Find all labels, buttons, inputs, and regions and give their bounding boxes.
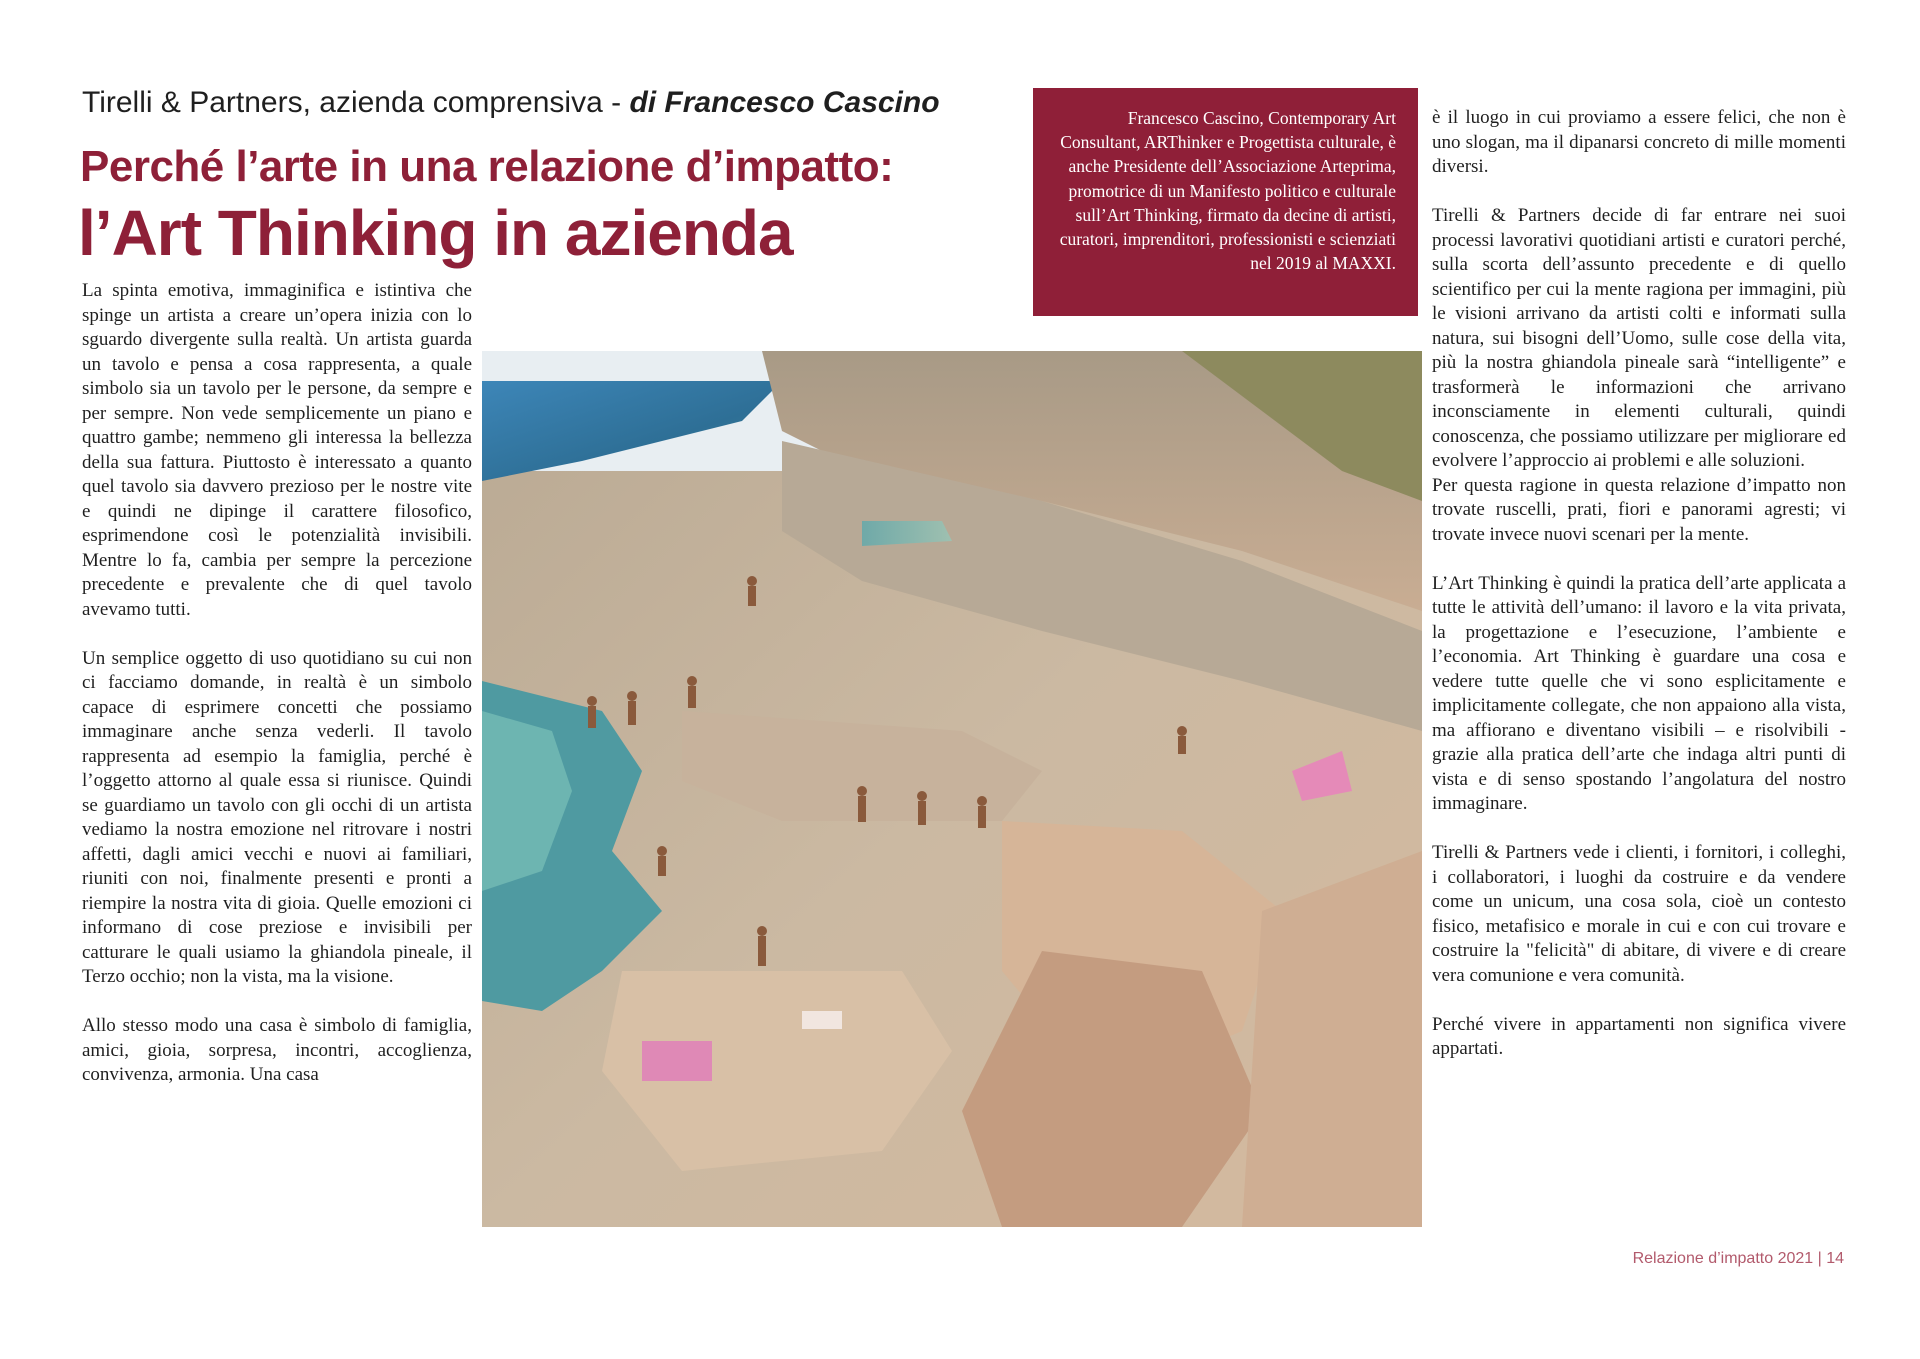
left-paragraph-2: Un semplice oggetto di uso quotidiano su cui non ci facciamo domande, in realtà è un simbolo capace di esprimere concetti che possiamo immaginare anche senza vederli. Il tavolo rappresenta ad esempio la famiglia, perché è l’oggetto attorno al quale essa si riunisce. Quindi se guardiamo un tavolo con gli occhi di un artista vediamo la nostra emozione nel ritrovare i nostri affetti, dagli amici vecchi e nuovi ai familiari, riuniti con noi, finalmente presenti e pronti a riempire la nostra vita di gioia. Quelle emozioni ci informano di cose preziose e invisibili per catturare le quali usiamo la ghiandola pineale, il Terzo occhio; non la vista, ma la visione. — [82, 647, 472, 987]
right-paragraph-6: Perché vivere in appartamenti non significa vivere appartati. — [1432, 1013, 1846, 1059]
author-bio-box — [1033, 88, 1418, 316]
article-title-line1: Perché l’arte in una relazione d’impatto: — [80, 142, 894, 191]
right-paragraph-3: Per questa ragione in questa relazione d’impatto non trovate ruscelli, prati, fiori e panorami agresti; vi trovate invece nuovi scenari per la mente. — [1432, 474, 1846, 545]
left-text-column — [82, 279, 472, 1088]
left-paragraph-3: Allo stesso modo una casa è simbolo di famiglia, amici, gioia, sorpresa, incontri, accoglienza, convivenza, armonia. Una casa — [82, 1015, 472, 1085]
right-paragraph-1: è il luogo in cui proviamo a essere felici, che non è uno slogan, ma il dipanarsi concreto di mille momenti diversi. — [1432, 107, 1846, 177]
right-paragraph-4: L’Art Thinking è quindi la pratica dell’arte applicata a tutte le attività dell’umano: il lavoro e la vita privata, la progettazione e l’esecuzione, l’ambiente e l’economia. Art Thinking è guardare una cosa e vedere tutte quelle che vi sono esplicitamente e implicitamente collegate, che non appaiono alla vista, ma affiorano e diventano visibili – e risolvibili - grazie alla pratica dell’arte che indaga altri punti di vista e di senso spostando l’angolatura del nostro immaginare. — [1432, 572, 1846, 814]
left-paragraph-1: La spinta emotiva, immaginifica e istintiva che spinge un artista a creare un’opera inizia con lo sguardo divergente sulla realtà. Un artista guarda un tavolo e pensa a cosa rappresenta, a quale simbolo sia un tavolo per le persone, da sempre e per sempre. Non vede semplicemente un piano e quattro gambe; nemmeno gli interessa la bellezza della sua fattura. Piuttosto è interessato a quanto quel tavolo sia davvero prezioso per le nostre vite e quindi ne dipinge il carattere filosofico, esprimendone così le potenzialità invisibili. Mentre lo fa, cambia per sempre la percezione precedente e prevalente che di quel tavolo avevamo tutti. — [82, 280, 472, 620]
right-paragraph-5: Tirelli & Partners vede i clienti, i fornitori, i colleghi, i collaboratori, i luoghi da costruire e da vendere come un unicum, una cosa sola, cioè un contesto fisico, metafisico e morale in cui e con cui trovare e costruire la "felicità" di abitare, di vivere e di creare vera comunione e vera comunità. — [1432, 842, 1846, 986]
rocky-coast-photo — [482, 351, 1422, 1227]
author-bio-text: Francesco Cascino, Contemporary Art Consultant, ARThinker e Progettista culturale, è anche Presidente dell’Associazione Arteprima, promotrice di un Manifesto politico e culturale sull’Art Thinking, firmato da decine di artisti, curatori, imprenditori, professionisti e scienziati nel 2019 al MAXXI. — [1059, 108, 1396, 274]
right-paragraph-2: Tirelli & Partners decide di far entrare nei suoi processi lavorativi quotidiani artisti e curatori perché, sulla scorta dell’assunto precedente e di quello scientifico per cui la mente ragiona per immagini, più le visioni arrivano da artisti colti e informati sulla natura, sui bisogni dell’Uomo, sulle cose della vita, più la nostra ghiandola pineale sarà “intelligente” e trasformerà le informazioni che arrivano inconsciamente in elementi culturali, quindi conoscenza, che possiamo utilizzare per migliorare ed evolvere l’approccio ai problemi e alle soluzioni. — [1432, 205, 1846, 471]
photo-pink-towel — [642, 1041, 712, 1081]
photo-white-towel — [802, 1011, 842, 1029]
kicker-author: di Francesco Cascino — [629, 86, 940, 119]
article-title-line2: l’Art Thinking in azienda — [78, 197, 793, 269]
article-kicker — [82, 86, 1022, 120]
right-text-column — [1432, 106, 1846, 1062]
page-footer: Relazione d’impatto 2021 | 14 — [1632, 1250, 1844, 1267]
kicker-text: Tirelli & Partners, azienda comprensiva - — [82, 86, 630, 119]
